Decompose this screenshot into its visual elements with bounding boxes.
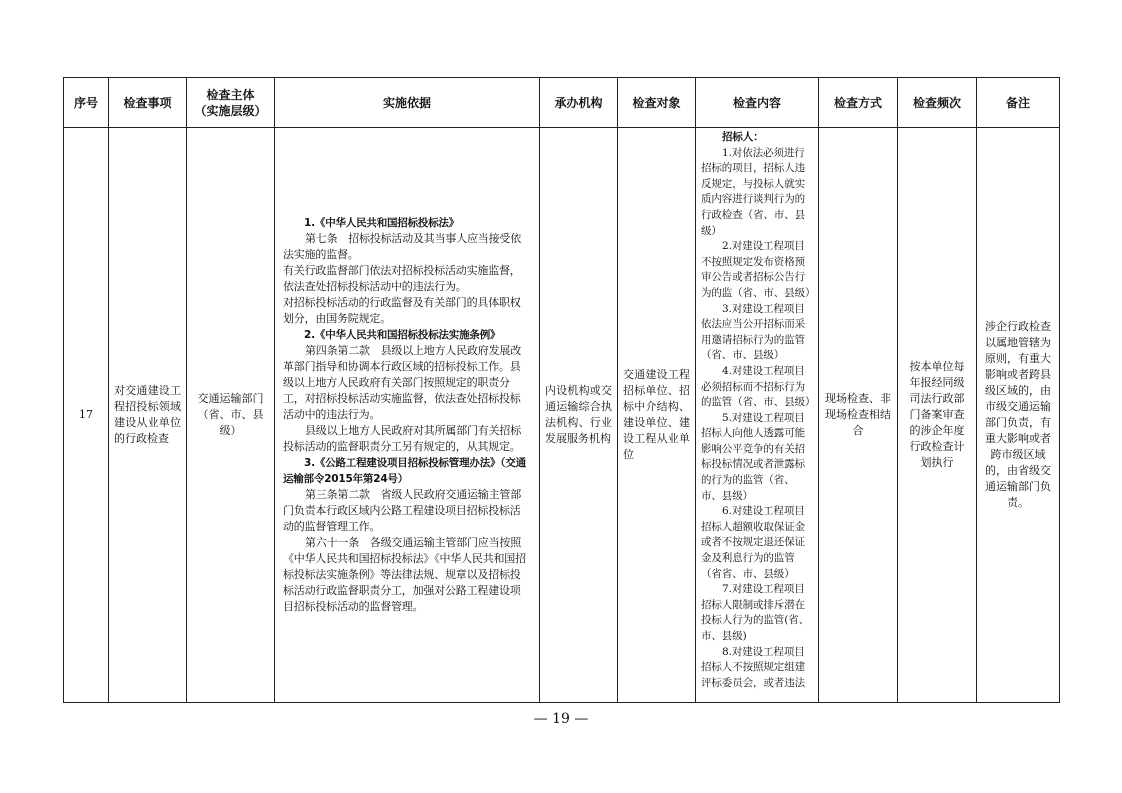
remark-cell: 涉企行政检查以属地管辖为原则，有重大影响或者跨县级区域的，由市级交通运输部门负责，有重大影响或者跨市级区域的，由省级交通运输部门负责。	[977, 128, 1060, 703]
header-row	[64, 78, 1060, 128]
header-method: 检查方式	[819, 78, 898, 128]
basis-heading: 3.《公路工程建设项目招标投标管理办法》（交通运输部令2015年第24号）	[283, 457, 526, 485]
header-content: 检查内容	[696, 78, 819, 128]
agency-cell: 内设机构或交通运输综合执法机构、行业发展服务机构	[540, 128, 618, 703]
basis-paragraph: 第七条 招标投标活动及其当事人应当接受依法实施的监督。	[283, 232, 521, 261]
content-item-number: 2.	[722, 240, 732, 253]
content-item	[701, 302, 814, 364]
target-cell: 交通建设工程招标单位、招标中介结构、建设单位、建设工程从业单位	[618, 128, 696, 703]
basis-heading: 2.《中华人民共和国招标投标法实施条例》	[304, 329, 501, 341]
basis-paragraph: 第六十一条 各级交通运输主管部门应当按照《中华人民共和国招标投标法》《中华人民共和国招标投标法实施条例》等法律法规、规章以及招标投标活动行政监督职责分工，加强对公路工程建设项目招标投标活动的监督管理。	[283, 536, 526, 613]
content-item-text	[701, 411, 814, 505]
header-agency: 承办机构	[540, 78, 618, 128]
basis-paragraph: 县级以上地方人民政府对其所属部门有关招标投标活动的监督职责分工另有规定的，从其规定。	[283, 424, 521, 453]
content-item-number: 6.	[722, 505, 732, 518]
basis-paragraph: 第四条第二款 县级以上地方人民政府发展改革部门指导和协调本行政区域的招标投标工作。县级以上地方人民政府有关部门按照规定的职责分工，对招标投标活动实施监督，依法查处招标投标活动中的违法行为。	[283, 344, 521, 421]
frequency-cell: 按本单位每年报经同级司法行政部门备案审查的涉企年度行政检查计划执行	[898, 128, 977, 703]
content-item	[701, 582, 814, 644]
content-item-number: 1.	[722, 146, 732, 159]
basis-cell	[275, 128, 540, 703]
content-item-body: 对建设工程项目不按照规定发布资格预审公告或者招标公告行为的监（省、市、县级）	[701, 240, 816, 299]
content-list	[696, 128, 818, 691]
content-item-body: 对建设工程项目招标人超额收取保证金或者不按规定退还保证金及利息行为的监管（省省、市、县级）	[701, 505, 805, 580]
content-item-text	[701, 582, 814, 644]
content-item-body: 对建设工程项目必须招标而不招标行为的监管（省、市、县级）	[701, 364, 816, 409]
content-item	[701, 364, 814, 411]
table-row	[64, 128, 1060, 703]
basis-heading: 1.《中华人民共和国招标投标法》	[304, 217, 460, 229]
content-item	[701, 504, 814, 582]
content-item-number: 8.	[722, 645, 732, 658]
content-item-text	[701, 239, 814, 301]
content-item	[701, 146, 814, 240]
content-item-body: 对建设工程项目招标人向他人透露可能影响公平竞争的有关招标投标情况或者泄露标的行为的监管（省、市、县级）	[701, 411, 805, 502]
header-subject	[187, 78, 275, 128]
subject-cell: 交通运输部门（省、市、县级）	[187, 128, 275, 703]
header-target: 检查对象	[618, 78, 696, 128]
content-item-body: 对建设工程项目依法应当公开招标而采用邀请招标行为的监管（省、市、县级）	[701, 302, 805, 362]
header-subject-line2: （实施层级）	[194, 103, 267, 118]
header-subject-line1: 检查主体	[206, 87, 255, 102]
content-item-number: 7.	[722, 583, 732, 596]
content-item-body: 对建设工程项目招标人不按照规定组建评标委员会，或者违法	[701, 645, 805, 689]
method-cell: 现场检查、非现场检查相结合	[819, 128, 898, 703]
item-cell: 对交通建设工程招投标领域建设从业单位的行政检查	[109, 128, 187, 703]
content-item-number: 4.	[722, 364, 732, 377]
content-item-text	[701, 504, 814, 582]
content-items	[701, 146, 814, 692]
inspection-table	[63, 77, 1060, 703]
content-heading: 招标人：	[722, 131, 764, 143]
basis-list	[283, 215, 531, 615]
content-item	[701, 239, 814, 301]
content-item	[701, 411, 814, 505]
content-item	[701, 645, 814, 692]
content-item-body: 对建设工程项目招标人限制或排斥潜在投标人行为的监管(省、市、县级)	[701, 583, 809, 642]
header-basis: 实施依据	[275, 78, 540, 128]
basis-paragraph: 有关行政监督部门依法对招标投标活动实施监督，依法查处招标投标活动中的违法行为。	[283, 264, 521, 293]
basis-paragraph: 对招标投标活动的行政监督及有关部门的具体职权划分，由国务院规定。	[283, 296, 521, 325]
content-item-text	[701, 645, 814, 692]
content-item-number: 5.	[722, 411, 732, 424]
header-frequency: 检查频次	[898, 78, 977, 128]
content-item-text	[701, 146, 814, 240]
header-item: 检查事项	[109, 78, 187, 128]
content-item-text	[701, 364, 814, 411]
content-cell	[696, 128, 819, 703]
content-item-text	[701, 302, 814, 364]
header-remark: 备注	[977, 78, 1060, 128]
content-item-body: 对依法必须进行招标的项目，招标人违反规定，与投标人就实质内容进行谈判行为的行政检查（省、市、县级）	[701, 146, 805, 237]
header-seq: 序号	[64, 78, 109, 128]
basis-paragraph: 第三条第二款 省级人民政府交通运输主管部门负责本行政区域内公路工程建设项目招标投标活动的监督管理工作。	[283, 488, 521, 533]
content-item-number: 3.	[722, 302, 732, 315]
page-number: — 19 —	[533, 711, 589, 727]
seq-cell: 17	[64, 128, 109, 703]
